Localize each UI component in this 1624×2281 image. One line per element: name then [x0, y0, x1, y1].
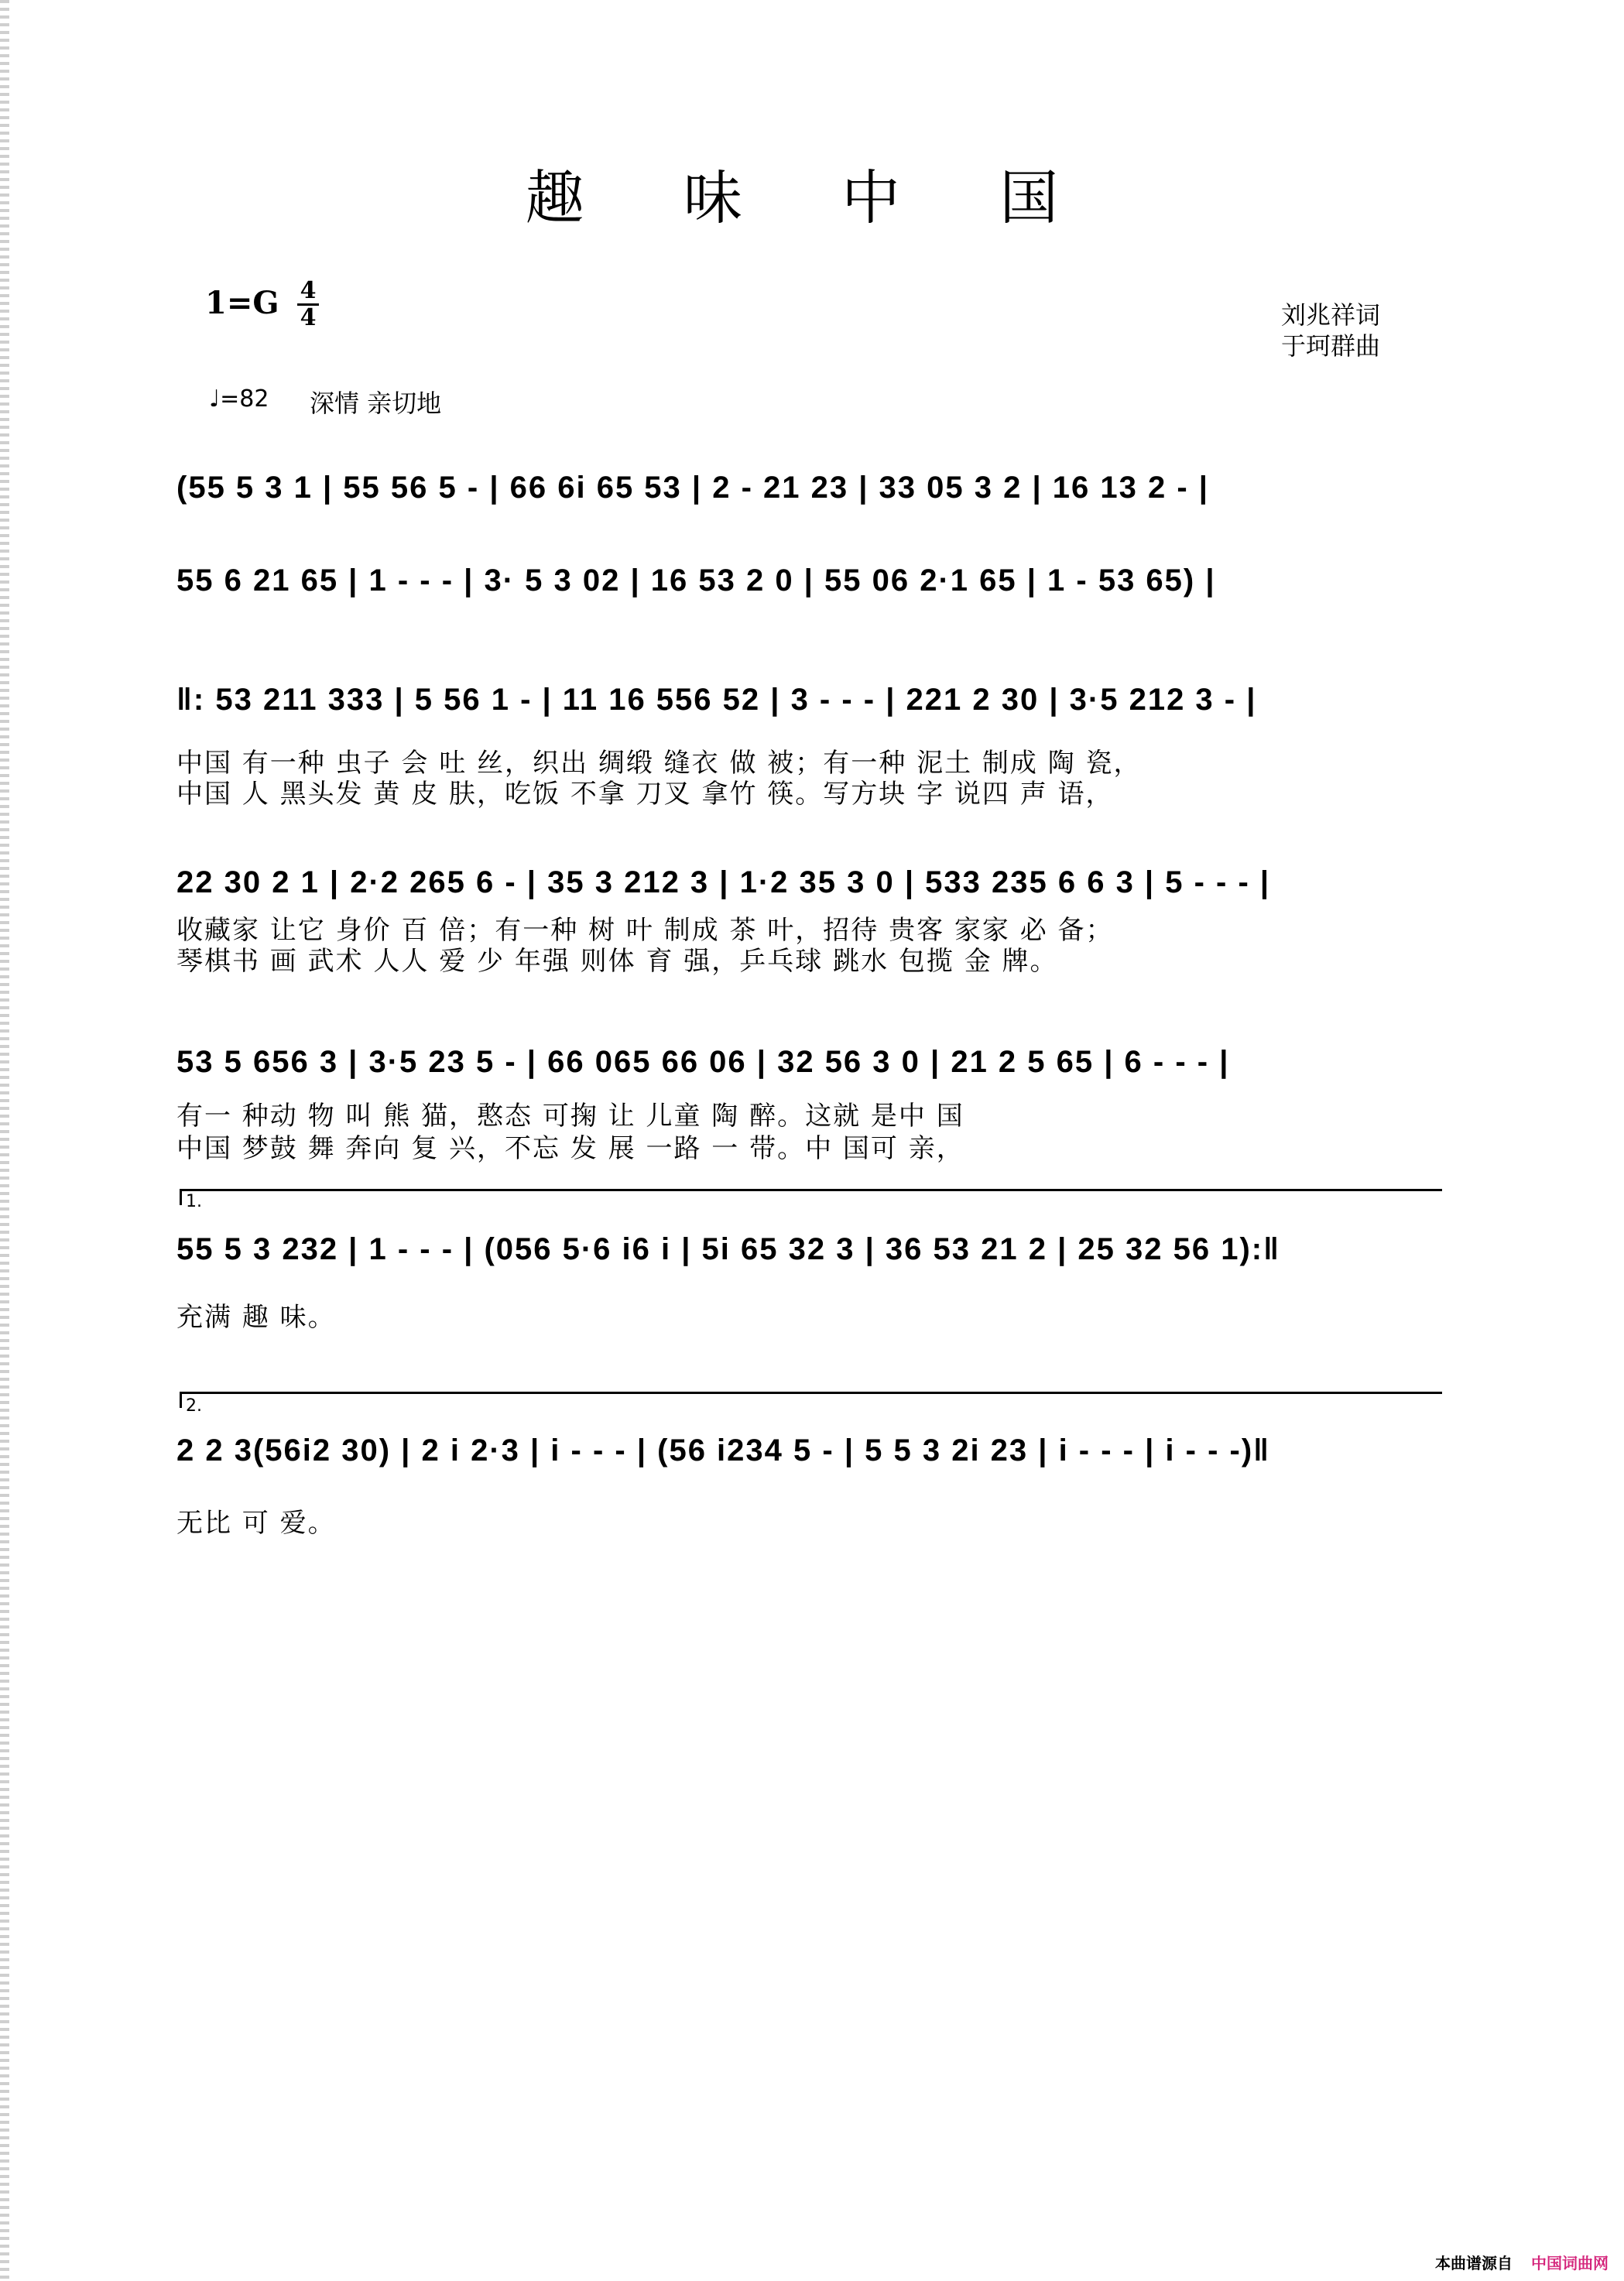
- score-row-1: (55 5 3 1 | 55 56 5 - | 66 6i 65 53 | 2 - 21 23 | 33 05 3 2 | 16 13 2 - |: [176, 471, 1209, 505]
- score-row-6: 55 5 3 232 | 1 - - - | (056 5·6 i6 i | 5i 65 32 3 | 36 53 21 2 | 25 32 56 1):‖: [176, 1232, 1280, 1266]
- time-signature: [294, 279, 322, 331]
- score-row-5: 53 5 656 3 | 3·5 23 5 - | 66 065 66 06 | 32 56 3 0 | 21 2 5 65 | 6 - - - |: [176, 1045, 1230, 1079]
- lyric-row-7: 无比 可 爱。: [176, 1508, 336, 1539]
- song-title: 趣 味 中 国: [525, 163, 1099, 232]
- lyric-row-5-verse-1: 有一 种动 物 叫 熊 猫，憨态 可掬 让 儿童 陶 醉。这就 是中 国: [176, 1101, 964, 1132]
- volta-1-label: 1.: [186, 1192, 202, 1211]
- lyric-row-6: 充满 趣 味。: [176, 1302, 336, 1333]
- lyricist-credit: 刘兆祥词: [1281, 300, 1381, 330]
- footer-source-site: 中国词曲网: [1531, 2254, 1609, 2272]
- expression-marking: 深情 亲切地: [310, 389, 442, 418]
- key-signature: 1=G: [205, 285, 279, 321]
- lyric-row-4-verse-2: 琴棋书 画 武术 人人 爱 少 年强 则体 育 强，乒乓球 跳水 包揽 金 牌。: [176, 946, 1058, 977]
- time-signature-bottom: 4: [300, 304, 317, 331]
- time-signature-top: 4: [300, 277, 317, 304]
- volta-2-label: 2.: [186, 1396, 202, 1416]
- lyric-row-3-verse-2: 中国 人 黑头发 黄 皮 肤，吃饭 不拿 刀叉 拿竹 筷。写方块 字 说四 声 语，: [176, 779, 1114, 810]
- score-row-4: 22 30 2 1 | 2·2 265 6 - | 35 3 212 3 | 1·2 35 3 0 | 533 235 6 6 3 | 5 - - - |: [176, 865, 1271, 899]
- volta-1-bracket: [180, 1189, 1442, 1205]
- composer-credit: 于珂群曲: [1281, 331, 1381, 361]
- footer-source-label: 本曲谱源自: [1435, 2254, 1513, 2272]
- tempo-marking: ♩=82: [209, 385, 269, 413]
- score-row-7: 2 2 3(56i2 30) | 2 i 2·3 | i - - - | (56 i234 5 - | 5 5 3 2i 23 | i - - - | i - - -)‖: [176, 1433, 1271, 1468]
- page-edge-strip: [0, 0, 9, 2281]
- volta-2-bracket: [180, 1392, 1442, 1408]
- lyric-row-3-verse-1: 中国 有一种 虫子 会 吐 丝，织出 绸缎 缝衣 做 被；有一种 泥土 制成 陶 瓷，: [176, 748, 1142, 779]
- lyric-row-4-verse-1: 收藏家 让它 身价 百 倍；有一种 树 叶 制成 茶 叶，招待 贵客 家家 必 备；: [176, 915, 1114, 946]
- score-row-2: 55 6 21 65 | 1 - - - | 3· 5 3 02 | 16 53 2 0 | 55 06 2·1 65 | 1 - 53 65) |: [176, 563, 1216, 598]
- score-row-3: ‖: 53 211 333 | 5 56 1 - | 11 16 556 52 | 3 - - - | 221 2 30 | 3·5 212 3 - |: [176, 683, 1257, 717]
- lyric-row-5-verse-2: 中国 梦鼓 舞 奔向 复 兴，不忘 发 展 一路 一 带。中 国可 亲，: [176, 1133, 964, 1164]
